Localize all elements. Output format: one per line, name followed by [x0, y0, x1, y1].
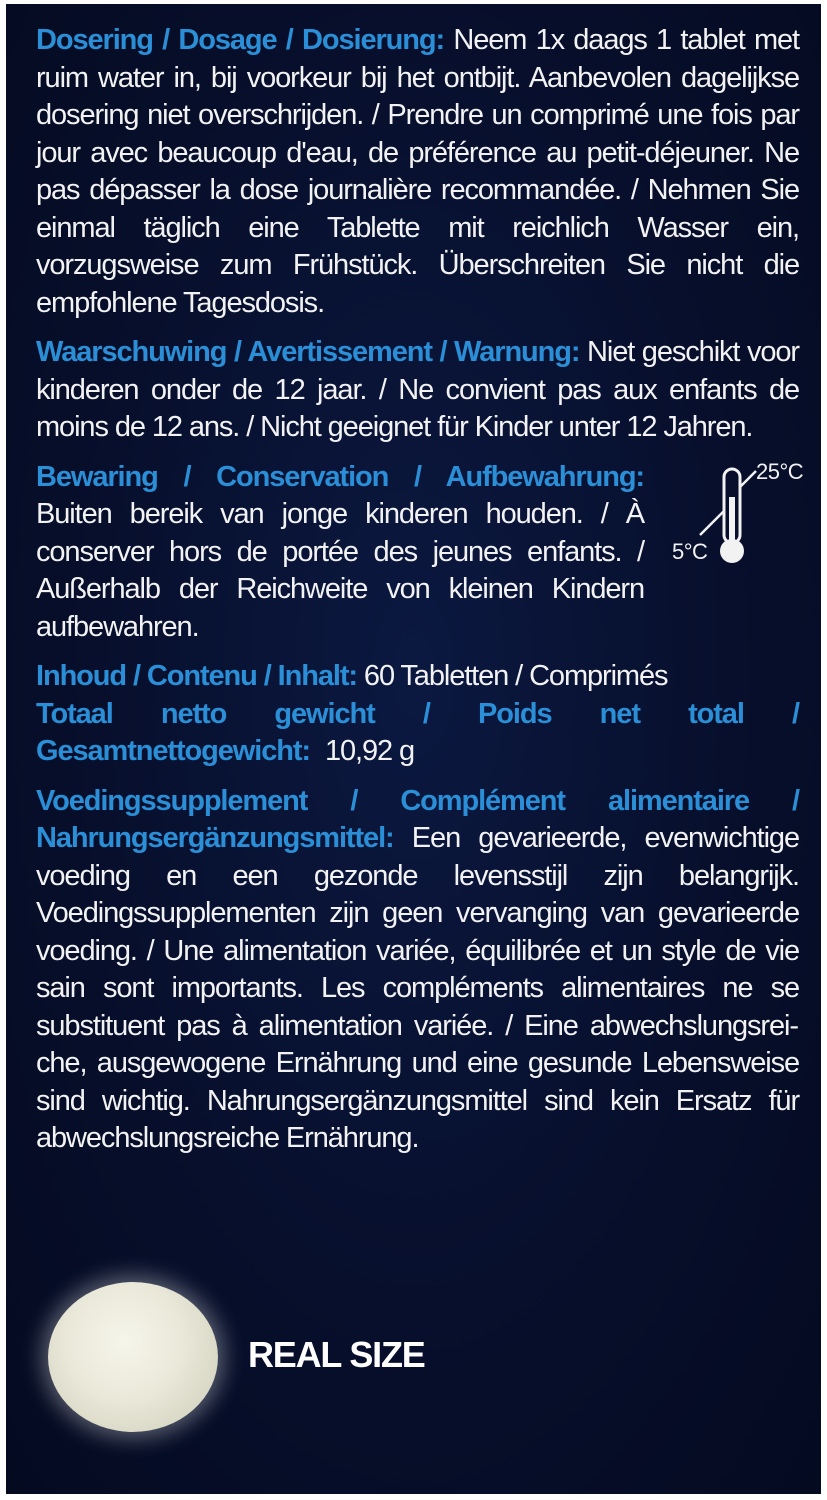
contents-section [36, 658, 799, 771]
temp-min-label: 5°C [672, 538, 708, 564]
label-text-block [36, 22, 804, 1170]
contents-heading: Inhoud / Contenu / Inhalt: [36, 660, 357, 692]
weight-heading-word: gewicht [274, 697, 375, 730]
weight-heading-word: Totaal [36, 697, 113, 730]
label-panel [6, 4, 821, 1494]
warning-paragraph [36, 334, 799, 447]
weight-heading-word: net [599, 697, 640, 730]
weight-heading-word: / [422, 697, 430, 730]
weight-heading-word: / [791, 697, 799, 730]
warning-heading: Waarschuwing / Avertissement / Warnung: [36, 336, 580, 368]
contents-text: 60 Tabletten / Comprimés [356, 660, 668, 692]
weight-heading-word: Poids [478, 697, 552, 730]
supplement-paragraph [36, 783, 799, 1158]
weight-heading-end: Gesamtnettogewicht: [36, 735, 310, 767]
temp-max-label: 25°C [756, 458, 804, 484]
weight-heading-line [36, 696, 799, 734]
weight-line [36, 733, 799, 771]
supplement-heading: Voedingssupplement / Complément alimentaire / Nahrungsergänzungsmittel: [36, 784, 799, 854]
contents-line [36, 658, 799, 696]
storage-heading: Bewaring / Conservation / Aufbewahrung: [36, 460, 644, 493]
dosage-text: Neem 1x daags 1 tablet met ruim water in, bij voorkeur bij het ontbijt. Aanbevolen dagelijkse dosering niet overschrijden. / Prendre un comprimé une fois par jour avec beaucoup d'eau, de préférence au petit-déjeuner. Ne pas dépasser la dose journalière recommandée. / Nehmen Sie einmal täglich eine Tablette mit reichlich Wasser ein, vorzugsweise zum Frühstück. Überschreiten Sie nicht die empfohlene Tagesdosis. [36, 24, 800, 319]
weight-heading-word: total [688, 697, 744, 730]
storage-text: Buiten bereik van jonge kinderen houden. / À conserver hors de portée des jeunes enfants. / Außerhalb der Reichweite von kleinen Kindern aufbewahren. [36, 498, 644, 643]
warning-text: Niet geschikt voor kinderen onder de 12 jaar. / Ne convient pas aux enfants de moins de 12 ans. / Nicht geeignet für Kinder unter 12 Jahren. [36, 336, 799, 443]
storage-paragraph [36, 459, 644, 647]
supplement-text: Een gevarieerde, evenwichtige voeding en een gezonde levensstijl zijn belangrijk. Voedingssupplementen zijn geen vervanging van gevarieerde voeding. / Une alimentation variée, équilibrée et un style de vie sain sont importants. Les compléments alimentaires ne se substituent pas à alimentation variée. / Eine abwechslungsreiche, ausgewogene Ernährung und eine gesunde Lebensweise sind wichtig. Nahrungsergänzungsmittel sind kein Ersatz für abwechslungsreiche Ernährung. [36, 822, 799, 1154]
weight-value: 10,92 g [317, 735, 414, 767]
dosage-heading: Dosering / Dosage / Dosierung: [36, 24, 445, 56]
dosage-paragraph [36, 22, 799, 322]
thermometer-icon [664, 459, 804, 579]
real-size-label: REAL SIZE [248, 1334, 425, 1375]
storage-section [36, 458, 804, 647]
weight-heading-word: netto [160, 697, 227, 730]
tablet-image [48, 1282, 218, 1432]
